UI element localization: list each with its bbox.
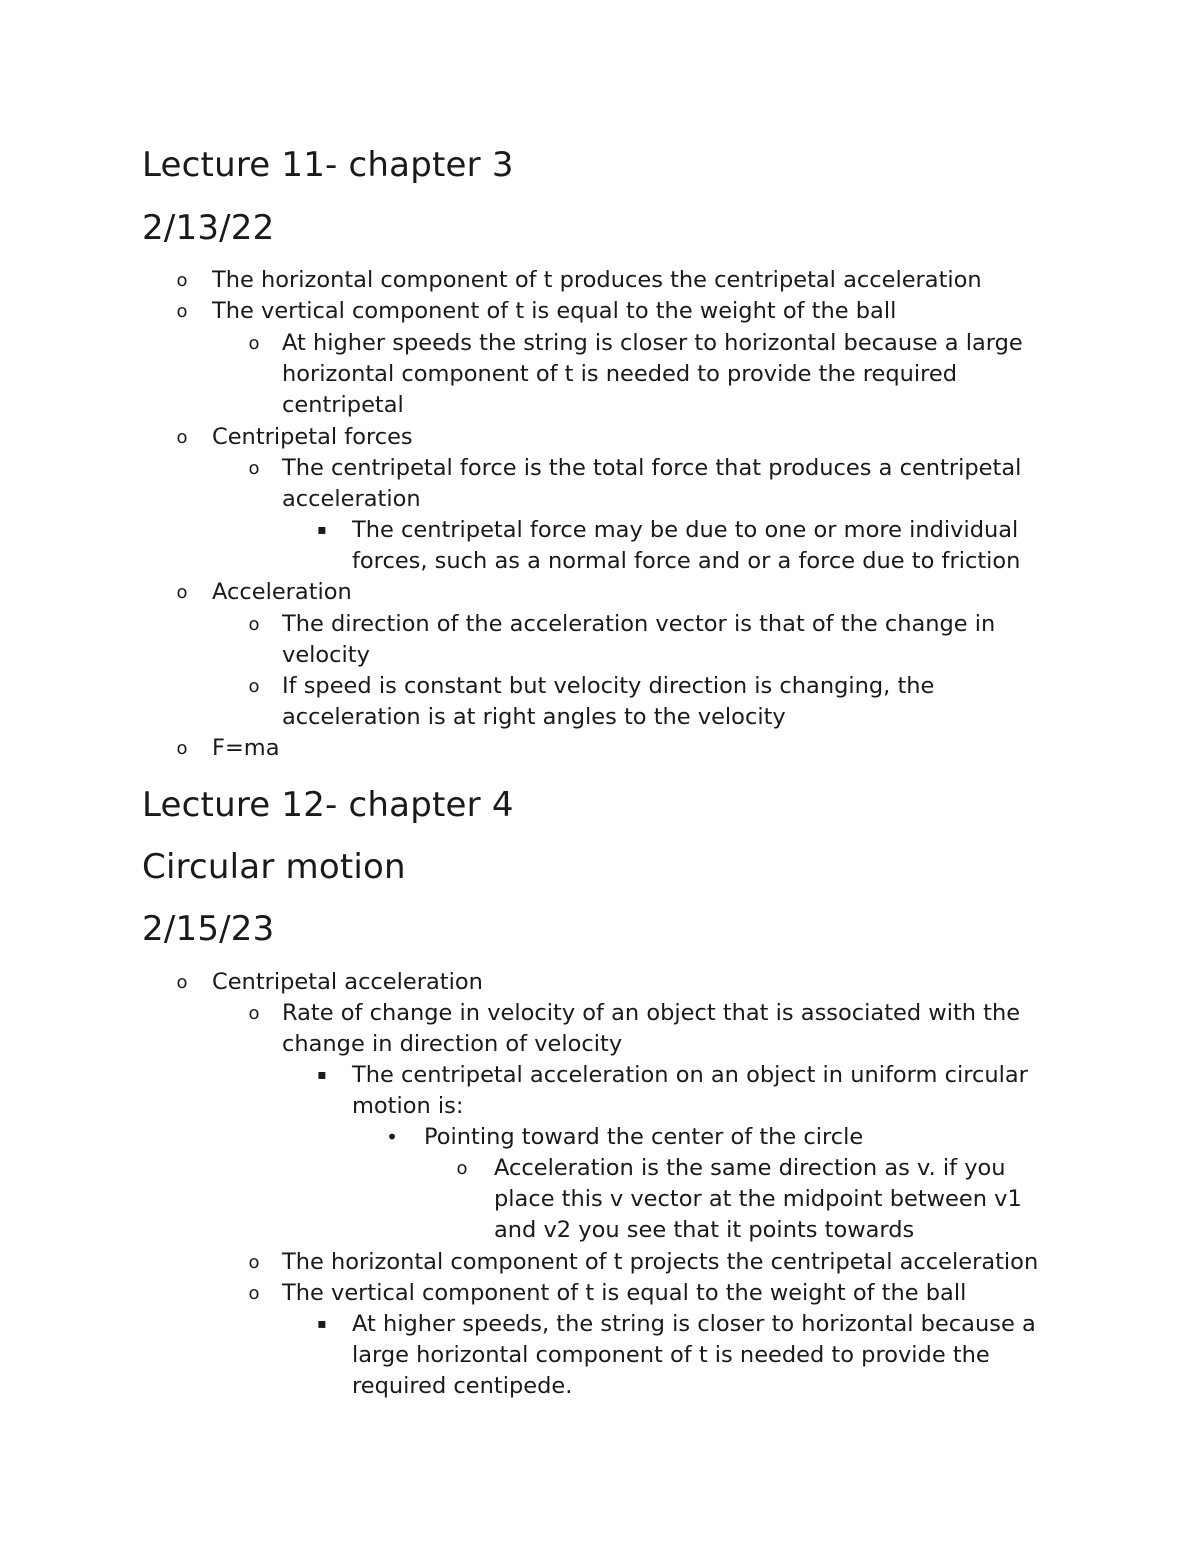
list-item — [176, 296, 1072, 327]
square-bullet-icon: ▪ — [317, 522, 327, 538]
list-item — [317, 515, 1052, 577]
circle-bullet-icon: o — [248, 1283, 260, 1304]
list-item — [317, 1309, 1052, 1402]
list-item-text: The direction of the acceleration vector is that of the change in velocity — [282, 611, 996, 668]
list-item-text: The centripetal acceleration on an object in uniform circular motion is: — [352, 1062, 1028, 1119]
list-item-text: At higher speeds, the string is closer to horizontal because a large horizontal component of t is needed to provide the required centipede. — [352, 1311, 1036, 1399]
list-item-text: The horizontal component of t produces the centripetal acceleration — [212, 267, 982, 293]
list-item-text: The horizontal component of t projects the centripetal acceleration — [282, 1249, 1039, 1275]
lecture-11-heading: Lecture 11- chapter 3 — [142, 145, 514, 185]
list-item — [248, 609, 1022, 671]
lecture-12-heading: Lecture 12- chapter 4 — [142, 785, 514, 825]
list-item-text: Acceleration is the same direction as v. if you place this v vector at the midpoint between v1 and v2 you see that it points towards — [494, 1155, 1022, 1243]
list-item-text: Centripetal forces — [212, 424, 413, 450]
circle-bullet-icon: o — [248, 333, 260, 354]
list-item-text: The centripetal force may be due to one or more individual forces, such as a normal force and or a force due to friction — [352, 517, 1021, 574]
list-item — [176, 733, 1072, 764]
topic-heading: Circular motion — [142, 847, 406, 887]
circle-bullet-icon: o — [176, 582, 188, 603]
list-item — [386, 1122, 1044, 1153]
circle-bullet-icon: o — [248, 1252, 260, 1273]
circle-bullet-icon: o — [176, 738, 188, 759]
list-item-text: Acceleration — [212, 579, 352, 605]
list-item — [317, 1060, 1052, 1122]
circle-bullet-icon: o — [456, 1158, 468, 1179]
list-item — [248, 328, 1042, 421]
square-bullet-icon: ▪ — [317, 1316, 327, 1332]
list-item — [248, 453, 1042, 515]
list-item — [176, 967, 1072, 998]
list-item — [248, 1278, 1062, 1309]
list-item — [176, 577, 1072, 608]
list-item-text: The vertical component of t is equal to the weight of the ball — [212, 298, 897, 324]
list-item-text: F=ma — [212, 735, 280, 761]
date-heading-1: 2/13/22 — [142, 208, 275, 248]
circle-bullet-icon: o — [248, 614, 260, 635]
circle-bullet-icon: o — [176, 972, 188, 993]
circle-bullet-icon: o — [248, 676, 260, 697]
date-heading-2: 2/15/23 — [142, 909, 275, 949]
circle-bullet-icon: o — [248, 1003, 260, 1024]
list-item — [176, 265, 1072, 296]
list-item-text: Centripetal acceleration — [212, 969, 483, 995]
list-item — [456, 1153, 1034, 1246]
list-item — [176, 422, 1072, 453]
list-item-text: Pointing toward the center of the circle — [424, 1124, 864, 1150]
list-item-text: Rate of change in velocity of an object that is associated with the change in direction of velocity — [282, 1000, 1021, 1057]
list-item-text: If speed is constant but velocity direction is changing, the acceleration is at right angles to the velocity — [282, 673, 935, 730]
list-item-text: At higher speeds the string is closer to horizontal because a large horizontal component of t is needed to provide the required centripetal — [282, 330, 1023, 418]
circle-bullet-icon: o — [248, 458, 260, 479]
circle-bullet-icon: o — [176, 427, 188, 448]
circle-bullet-icon: o — [176, 301, 188, 322]
square-bullet-icon: ▪ — [317, 1067, 327, 1083]
circle-bullet-icon: o — [176, 270, 188, 291]
round-bullet-icon: • — [386, 1125, 398, 1149]
list-item-text: The centripetal force is the total force that produces a centripetal acceleration — [282, 455, 1022, 512]
list-item — [248, 671, 972, 733]
list-item-text: The vertical component of t is equal to the weight of the ball — [282, 1280, 967, 1306]
list-item — [248, 1247, 1082, 1278]
list-item — [248, 998, 1062, 1060]
